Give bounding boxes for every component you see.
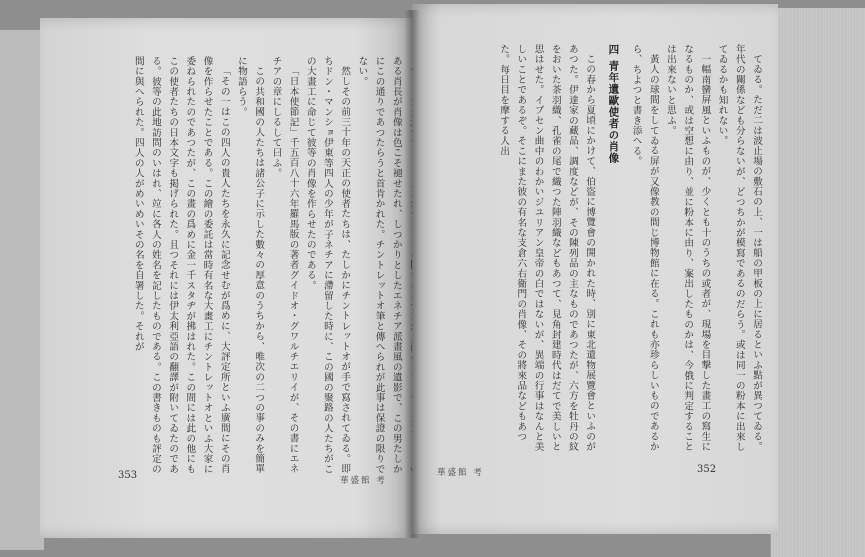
left-paragraph: ある肖長が肖像は色こそ褪せたれ、しつかりとしたエネチア派畫風の遺影で、この男たしかにこの通りであつたらうと首肯かれた。チントレットオ筆と傳へられが此事は保證の限りでない。 [356, 56, 402, 475]
right-paragraph: この春から夏頃にかけて、伯盜に博覽會の開かれた時、別に東北遺物展覽會といふのがあつた。伊達家の藏品、調度などが、その陳列品の主なものであつたが、六方を牡丹の紋をおいた茶羽織、孔雀の尾で織つた陣羽織などもあつて、見角封建時代はだてで美しいと思はせた。イブセン曲中のわかいジユリアン皇帝の白ではないが、異端の行事はなんと美しいことであるぞ。そこにまた彼の有名な支倉六右衞門の肖像、その將來品などもあつた。每日目を摩する人出 [498, 44, 596, 452]
left-paragraph: 「日本使節記」千五百八十六年羅馬版の著者グイドオ・グワルチエリイが、その書にエネチアの章にしるして曰ふ。 [270, 56, 299, 474]
right-page-text [430, 44, 765, 454]
left-page-edges [0, 30, 44, 550]
left-paragraph: この共和國の人たちは諸公子に示した數々の厚意のうちから、唯次の二つの事のみを簡單に物語らう。 [235, 56, 265, 474]
right-paragraph: てゐる。ただ二は波止場の敷石の上、一は船の甲板の上に居るといふ點が異つてゐる。年代の關係なども分らないが、どつちかが模寫であるのだらう。或は同一の粉本に出來してゐるかも知れない。 [716, 44, 762, 452]
right-running-head: 華盛館 考 [437, 468, 484, 478]
left-paragraph: 然しその前三十年の天正の使者たちは、たしかにチントレットオが手で寫されてゐる。即ちドン・マンショ伊東等四人の少年が子ネチアに滯留した時に、この國の聚路の人たちがこの大畫工に命じて彼等の肖像を作らせたのである。 [304, 56, 351, 475]
right-page-edges [770, 8, 865, 557]
book-gutter [404, 10, 420, 538]
left-page [40, 18, 412, 538]
right-paragraph: 一幅南蠻屏風といふものが、少くとも十のうちの或者が、現場を目撃した畫工の寫生になるものか、或は空想に由り、並に粉本に由り、案出したものかは、今俄に判定することは出來ないと思ふ。 [664, 44, 711, 452]
left-paragraph: 「その一はこの四人の貴人たちを永久に記念せむが爲めに、大評定所といふ廣間にその肖像を作らせたことである。この繪の委託は當時有名な大畫工にチントレットオといふ大家に委ねられたのであつたが、この畫の爲めに金一千スタヂが拂はれた。この間には此の他にもこの使者たちの日本文字も掲げられた。且つそれには伊太利亞語の翻譯が附いてゐたのである。彼等の此地訪問のいはれ、竝に各人の姓名を記したものである。この書きものも評定の間に與へられた。四人の人がめいめいその名を自署した。それが [132, 56, 230, 475]
section-heading: 四 青年遺歐使者の肖像 [607, 44, 620, 164]
right-paragraph: 黃人の球間をしてゐる屏が又像教の間じ博物館に在る。これも亦珍らしいものであるから、ちよつと書き添へる。 [630, 44, 659, 452]
right-page-number: 352 [697, 464, 717, 475]
left-running-head: 華盛館 考 [340, 476, 387, 486]
left-page-number: 353 [118, 470, 138, 481]
right-page [412, 4, 778, 534]
left-page-text [102, 56, 422, 481]
